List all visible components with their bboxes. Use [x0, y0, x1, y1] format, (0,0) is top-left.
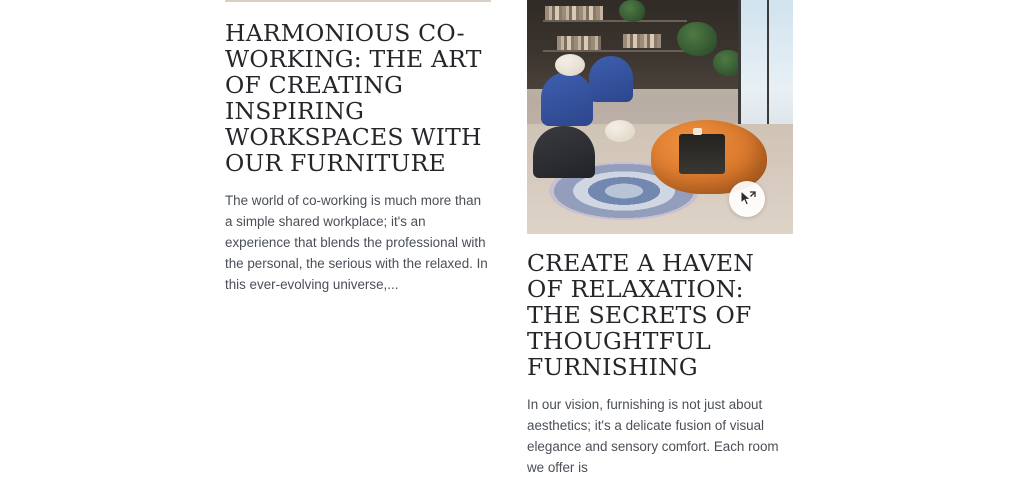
plant [677, 22, 717, 56]
drag-move-cursor-icon [737, 189, 757, 209]
post-title[interactable]: CREATE A HAVEN OF RELAXATION: THE SECRETS OF THOUGHTFUL FURNISHING [527, 249, 755, 381]
blog-post-card[interactable] [225, 0, 491, 295]
plant [619, 0, 645, 22]
post-thumbnail[interactable] [225, 0, 491, 2]
coworking-lounge-photo [527, 0, 793, 234]
books [545, 6, 603, 20]
post-thumbnail[interactable] [527, 0, 793, 234]
dark-armchair [533, 126, 595, 178]
cream-stool [605, 120, 635, 142]
blue-armchair [589, 56, 633, 102]
shelf-line [543, 50, 687, 52]
post-title[interactable]: HARMONIOUS CO-WORKING: THE ART OF CREATING INSPIRING WORKSPACES WITH OUR FURNITURE [225, 19, 482, 177]
books [623, 34, 661, 48]
post-excerpt: The world of co-working is much more than a simple shared workplace; it's an experience that blends the professional with the personal, the serious with the relaxed. In this ever-evolving universe,... [225, 193, 488, 292]
cream-stool [555, 54, 585, 76]
drag-move-cursor-badge[interactable] [729, 181, 765, 217]
cup [693, 128, 702, 135]
blue-armchair [541, 72, 593, 126]
post-excerpt: In our vision, furnishing is not just about aesthetics; it's a delicate fusion of visual elegance and sensory comfort. Each room we offer is [527, 397, 779, 475]
books [557, 36, 601, 50]
shelf-line [543, 20, 687, 22]
side-table [679, 134, 725, 174]
wood-table-photo [225, 0, 491, 2]
blog-post-card[interactable] [527, 0, 793, 478]
